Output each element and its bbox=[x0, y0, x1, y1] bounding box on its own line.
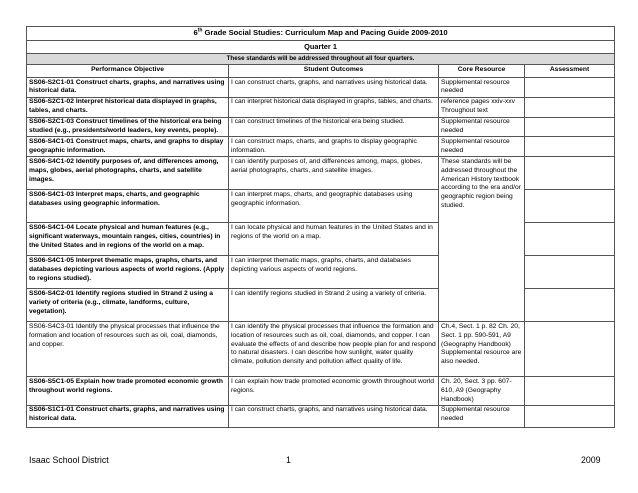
table-body bbox=[27, 78, 615, 428]
table-row bbox=[27, 405, 615, 427]
table-row bbox=[27, 322, 615, 377]
assessment-cell bbox=[525, 377, 615, 406]
performance-objective: SS06-S4C2-01 Identify regions studied in Strand 2 using a variety of criteria (e.g., climate, landforms, culture, vegetation). bbox=[27, 289, 229, 322]
assessment-cell bbox=[525, 322, 615, 377]
table-row bbox=[27, 117, 615, 137]
assessment-cell bbox=[525, 97, 615, 117]
column-header: Assessment bbox=[525, 65, 615, 78]
performance-objective: SS06-S4C1-04 Locate physical and human features (e.g., significant waterways, mountain ranges, cities, countries) in the United States and in regions of the world on a map. bbox=[27, 223, 229, 256]
note-row bbox=[27, 54, 615, 65]
table-row bbox=[27, 223, 615, 256]
assessment-cell bbox=[525, 190, 615, 223]
core-resource: Supplemental resource needed bbox=[439, 137, 525, 157]
title-row bbox=[27, 27, 615, 41]
footer-district: Isaac School District bbox=[29, 455, 109, 465]
performance-objective: SS06-S2C1-01 Construct charts, graphs, and narratives using historical data. bbox=[27, 78, 229, 98]
performance-objective: SS06-S4C1-01 Construct maps, charts, and graphs to display geographic information. bbox=[27, 137, 229, 157]
core-resource: reference pages xxiv-xxv Throughout text bbox=[439, 97, 525, 117]
table-row bbox=[27, 157, 615, 190]
student-outcome: I can interpret historical data displayed in graphs, tables, and charts. bbox=[229, 97, 439, 117]
core-resource: Ch. 20, Sect. 3 pp. 607-610, A9 (Geography Handbook) bbox=[439, 377, 525, 406]
core-resource: Supplemental resource needed bbox=[439, 78, 525, 98]
core-resource: Supplemental resource needed bbox=[439, 405, 525, 427]
table-row bbox=[27, 190, 615, 223]
page-title: 6th Grade Social Studies: Curriculum Map and Pacing Guide 2009-2010 bbox=[27, 27, 615, 41]
table-row bbox=[27, 137, 615, 157]
assessment-cell bbox=[525, 223, 615, 256]
student-outcome: I can construct charts, graphs, and narratives using historical data. bbox=[229, 78, 439, 98]
assessment-cell bbox=[525, 117, 615, 137]
performance-objective: SS06-S5C1-05 Explain how trade promoted economic growth throughout world regions. bbox=[27, 377, 229, 406]
student-outcome: I can identify the physical processes that influence the formation and location of resources such as oil, coal, diamonds, and copper. I can evaluate the effects of and describe how people plan for and respond to natural disasters. I can describe how sunlight, water quality climate, pollution density and pollution affect quality of life. bbox=[229, 322, 439, 377]
student-outcome: I can interpret maps, charts, and geographic databases using geographic information. bbox=[229, 190, 439, 223]
student-outcome: I can identify regions studied in Strand 2 using a variety of criteria. bbox=[229, 289, 439, 322]
student-outcome: I can construct maps, charts, and graphs to display geographic information. bbox=[229, 137, 439, 157]
quarters-note: These standards will be addressed throughout all four quarters. bbox=[27, 54, 615, 65]
assessment-cell bbox=[525, 405, 615, 427]
assessment-cell bbox=[525, 289, 615, 322]
quarter-heading: Quarter 1 bbox=[27, 41, 615, 54]
performance-objective: SS06-S4C1-03 Interpret maps, charts, and geographic databases using geographic information. bbox=[27, 190, 229, 223]
assessment-cell bbox=[525, 137, 615, 157]
table-row bbox=[27, 97, 615, 117]
table-row bbox=[27, 78, 615, 98]
assessment-cell bbox=[525, 78, 615, 98]
table-row bbox=[27, 256, 615, 289]
student-outcome: I can construct charts, graphs, and narratives using historical data. bbox=[229, 405, 439, 427]
student-outcome: I can identify purposes of, and differences among, maps, globes, aerial photographs, charts, and satellite images. bbox=[229, 157, 439, 190]
performance-objective: SS06-S1C1-01 Construct charts, graphs, and narratives using historical data. bbox=[27, 405, 229, 427]
student-outcome: I can locate physical and human features in the United States and in regions of the world on a map. bbox=[229, 223, 439, 256]
performance-objective: SS06-S4C1-02 Identify purposes of, and differences among, maps, globes, aerial photographs, charts, and satellite images. bbox=[27, 157, 229, 190]
footer-page-number: 1 bbox=[286, 455, 291, 465]
assessment-cell bbox=[525, 157, 615, 190]
performance-objective: SS06-S4C1-05 Interpret thematic maps, graphs, charts, and databases depicting various aspects of world regions. (Apply to regions studied). bbox=[27, 256, 229, 289]
performance-objective: SS06-S4C3-01 Identify the physical processes that influence the formation and location of resources such as oil, coal, diamonds, and copper. bbox=[27, 322, 229, 377]
performance-objective: SS06-S2C1-03 Construct timelines of the historical era being studied (e.g., presidents/world leaders, key events, people). bbox=[27, 117, 229, 137]
core-resource-merged: These standards will be addressed throughout the American History textbook according to the era and/or geographic region being studied. bbox=[439, 157, 525, 322]
student-outcome: I can explain how trade promoted economic growth throughout world regions. bbox=[229, 377, 439, 406]
quarter-row bbox=[27, 41, 615, 54]
core-resource: Ch.4, Sect. 1 p. 82 Ch. 20, Sect. 1 pp. 590-591, A9 (Geography Handbook) Supplemental resource are also needed. bbox=[439, 322, 525, 377]
table-row bbox=[27, 377, 615, 406]
assessment-cell bbox=[525, 256, 615, 289]
table-row bbox=[27, 289, 615, 322]
column-header: Student Outcomes bbox=[229, 65, 439, 78]
column-header: Performance Objective bbox=[27, 65, 229, 78]
performance-objective: SS06-S2C1-02 Interpret historical data displayed in graphs, tables, and charts. bbox=[27, 97, 229, 117]
footer-year: 2009 bbox=[581, 455, 601, 465]
curriculum-table bbox=[26, 26, 615, 428]
core-resource: Supplemental resource needed bbox=[439, 117, 525, 137]
student-outcome: I can construct timelines of the historical era being studied. bbox=[229, 117, 439, 137]
student-outcome: I can interpret thematic maps, graphs, charts, and databases depicting various aspects of world regions. bbox=[229, 256, 439, 289]
column-header: Core Resource bbox=[439, 65, 525, 78]
column-header-row bbox=[27, 65, 615, 78]
